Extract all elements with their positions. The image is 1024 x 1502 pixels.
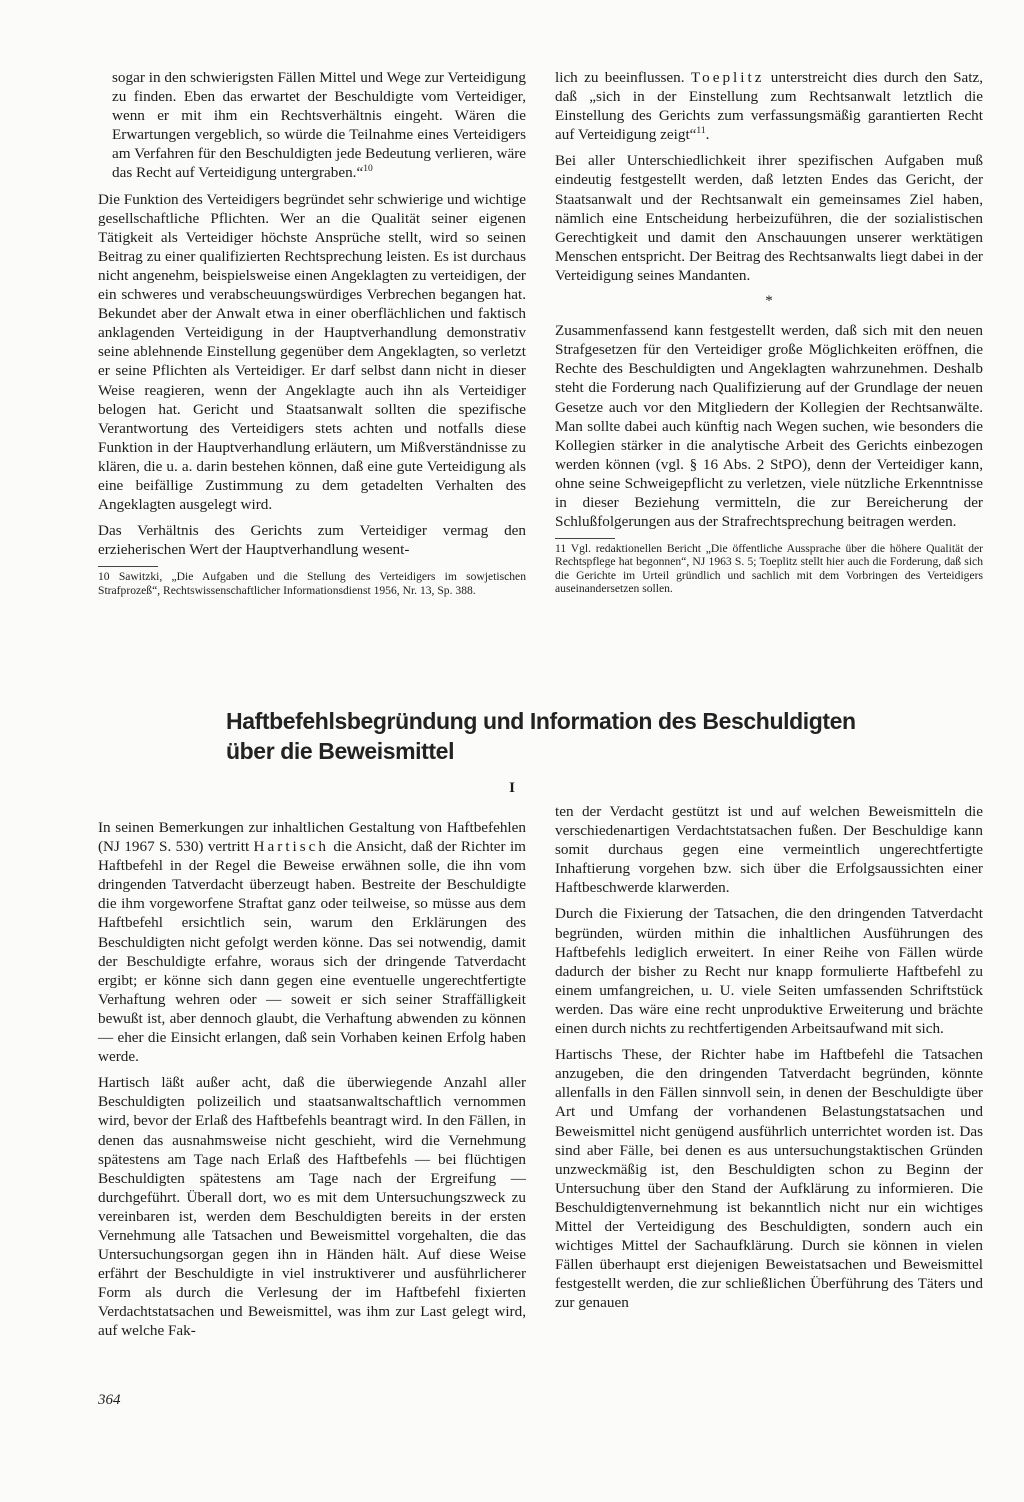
body-paragraph: Die Funktion des Verteidigers begründet sehr schwierige und wichtige gesellschaftliche Pflichten. Wer an die Qualität seiner eigenen Tätigkeit als Verteidiger höchste Ansprüche stellt, wird so seinen Beitrag zu einer qualifizierten Rechtsprechung leisten. Es ist durchaus nicht angenehm, beispielsweise einen Angeklagten zu verteidigen, der ein schweres und verabscheuungswürdiges Verbrechen begangen hat. Bekundet aber der Anwalt etwa in einer oberflächlichen und faktisch anklagenden Verteidigung in der Hauptverhandlung demonstrativ seine ablehnende Einstellung gegenüber dem Angeklagten, so verletzt er seine Pflichten als Verteidiger. Er darf selbst dann nicht in dieser Weise reagieren, wenn der Angeklagte auch ihn als Verteidiger belogen hat. Gericht und Staatsanwalt sollten die spezifische Verantwortung des Verteidigers stets achten und notfalls diese Funktion in der Hauptverhandlung erläutern, um Mißverständnisse zu klären, die u. a. darin bestehen können, daß eine gute Verteidigung als eine beifällige Zustimmung zu dem getadelten Verhalten des Angeklagten ausgelegt wird. (98, 190, 526, 514)
body-paragraph: Zusammenfassend kann festgestellt werden, daß sich mit den neuen Strafgesetzen für den Verteidiger große Möglichkeiten eröffnen, die Rechte des Beschuldigten und Angeklagten wahrzunehmen. Deshalb steht die Forderung nach Qualifizierung auf der Grundlage der neuen Gesetze auch vor den Mitgliedern der Kollegien der Rechtsanwälte. Man sollte dabei auch künftig nach Wegen suchen, wie besonders die Kollegien stärker in die analytische Arbeit des Gerichts einbezogen werden können (vgl. § 16 Abs. 2 StPO), denn der Verteidiger kann, ohne seine Schweigepflicht zu verletzen, viele nützliche Erkenntnisse in dieser Beziehung vermitteln, die zur Bereicherung der Schlußfolgerungen aus der Strafrechtsprechung beitragen werden. (555, 322, 983, 531)
quote-paragraph: sogar in den schwierigsten Fällen Mittel und Wege zur Verteidigung zu finden. Eben das erwartet der Beschuldigte vom Verteidiger, wenn er mit ihm ein Rechtsverhältnis eingeht. Wären die Erwartungen vergeblich, so würde die Teilnahme eines Verteidigers am Verfahren für den Beschuldigten jede Bedeutung verlieren, wäre das Recht auf Verteidigung untergraben.“$^{10}$ (112, 69, 526, 182)
footnote: 11 Vgl. redaktionellen Bericht „Die öffentliche Aussprache über die höhere Qualität der Rechtspflege hat begonnen“, NJ 1963 S. 5; Toeplitz stellt hier auch die Forderung, daß sich die Gerichte im Urteil gründlich und sachlich mit dem Vorbringen des Verteidigers auseinandersetzen sollen. (555, 542, 983, 595)
body-paragraph: In seinen Bemerkungen zur inhaltlichen Gestaltung von Haftbefehlen (NJ 1967 S. 530) vertritt Hartisch die Ansicht, daß der Richter im Haftbefehl in der Regel die Beweise erwähnen solle, die ihn vom dringenden Tatverdacht überzeugt haben. Bestreite der Beschuldigte die ihm vorgeworfene Straftat ganz oder teilweise, so müsse aus dem Haftbefehl ersichtlich sein, warum den Erklärungen des Beschuldigten nicht gefolgt werden könne. Das sei notwendig, damit der Beschuldigte erfahre, woraus sich der dringende Tatverdacht ergibt; er könne sich dann gegen eine eventuelle ungerechtfertigte Verhaftung wehren oder — soweit er sich seiner Straffälligkeit bewußt ist, aber dennoch glaubt, die Verhaftung abwenden zu können — eher die Einsicht erlangen, daß sein Vorhaben keinen Erfolg haben werde. (98, 819, 527, 1066)
column-top-left (98, 68, 526, 604)
section-separator: * (765, 293, 773, 310)
article-heading (226, 706, 986, 766)
footnote: 10 Sawitzki, „Die Aufgaben und die Stellung des Verteidigers im sowjetischen Strafprozeß“, Rechtswissenschaftlicher Informationsdienst 1956, Nr. 13, Sp. 388. (98, 570, 526, 597)
body-paragraph: Hartischs These, der Richter habe im Haftbefehl die Tatsachen anzugeben, die den dringenden Tatverdacht begründen, könnte allenfalls in den Fällen sinnvoll sein, in denen der Beschuldigte über Art und Umfang der vorhandenen Belastungstatsachen und Beweismittel nicht genügend ausführlich unterrichtet worden ist. Das sind aber Fälle, bei denen es aus untersuchungstaktischen Gründen unzweckmäßig ist, den Beschuldigten schon zu Beginn der Untersuchung über den Stand der Aufklärung zu informieren. Die Beschuldigtenvernehmung ist bekanntlich nicht nur ein wichtiges Mittel der Verteidigung des Beschuldigten, sondern auch ein wichtiges Mittel der Sachaufklärung. Durch sie können in vielen Fällen überhaupt erst diejenigen Beweistatsachen und Beweismittel festgestellt werden, die zur schließlichen Überführung des Täters und zur genauen (555, 1046, 983, 1312)
body-paragraph: Bei aller Unterschiedlichkeit ihrer spezifischen Aufgaben muß eindeutig festgestellt werden, daß letzten Endes das Gericht, der Staatsanwalt und der Rechtsanwalt ein gemeinsames Ziel haben, nämlich eine Entscheidung herbeizuführen, die der sozialistischen Gerechtigkeit und damit den Anschauungen unserer werktätigen Menschen entspricht. Der Beitrag des Rechtsanwalts liegt dabei in der Verteidigung seines Mandanten. (555, 152, 983, 284)
footnote-marker: 10 (363, 164, 373, 175)
body-paragraph: lich zu beeinflussen. Toeplitz unterstreicht dies durch den Satz, daß „sich in der Einstellung zum Rechtsanwalt letztlich die Einstellung des Gerichts zum verfassungsmäßig garantierten Recht auf Verteidigung zeigt“$^{11}$. (555, 69, 984, 144)
section-number: I (509, 780, 515, 796)
column-bottom-right (555, 802, 983, 1319)
column-top-right (555, 68, 983, 602)
footnote-rule (98, 566, 158, 567)
author-name: Toeplitz (690, 69, 765, 86)
footnote-marker: 11 (696, 126, 706, 137)
page-number: 364 (98, 1392, 121, 1408)
heading-line-2: über die Beweismittel (226, 738, 455, 764)
heading-line-1: Haftbefehlsbegründung und Information des Beschuldigten (226, 708, 856, 734)
footnote-rule (555, 538, 615, 539)
body-paragraph: Das Verhältnis des Gerichts zum Verteidiger vermag den erzieherischen Wert der Hauptverhandlung wesent- (98, 522, 526, 559)
body-paragraph: ten der Verdacht gestützt ist und auf welchen Beweismitteln die verschiedenartigen Verdachtstatsachen fußen. Der Beschuldige kann somit durchaus gegen eine vermeintlich ungerechtfertigte Inhaftierung vorgehen bzw. sich über die Erfolgsaussichten einer Haftbeschwerde klarwerden. (555, 803, 983, 897)
column-bottom-left (98, 818, 526, 1348)
author-name: Hartisch (253, 838, 329, 856)
body-paragraph: Durch die Fixierung der Tatsachen, die den dringenden Tatverdacht begründen, würden mithin die inhaltlichen Ausführungen des Haftbefehls lediglich erweitert. In einer Reihe von Fällen würde dadurch der bisher zu Recht nur knapp formulierte Haftbefehl zu einem umfangreichen, u. U. viele Seiten umfassenden Schriftstück werden. Das wäre eine recht unproduktive Erweiterung und brächte einen durch nichts zu rechtfertigenden Arbeitsaufwand mit sich. (555, 905, 983, 1038)
body-paragraph: Hartisch läßt außer acht, daß die überwiegende Anzahl aller Beschuldigten polizeilich und staatsanwaltschaftlich vernommen wird, bevor der Erlaß des Haftbefehls beantragt wird. In den Fällen, in denen das ausnahmsweise nicht geschieht, wird die Vernehmung spätestens am Tage nach Erlaß des Haftbefehls — bei flüchtigen Beschuldigten spätestens am Tage nach der Ergreifung — durchgeführt. Überall dort, wo es mit dem Untersuchungszweck zu vereinbaren ist, werden dem Beschuldigten bereits in der ersten Vernehmung alle Tatsachen und Beweismittel vorgehalten, die das Untersuchungsorgan gegen ihn in Händen hält. Auf diese Weise erfährt der Beschuldigte in viel instruktiverer und ausführlicherer Form als durch die Verlesung der im Haftbefehl fixierten Verdachtstatsachen und Beweismittel, was ihm zur Last gelegt wird, auf welche Fak- (98, 1074, 526, 1340)
